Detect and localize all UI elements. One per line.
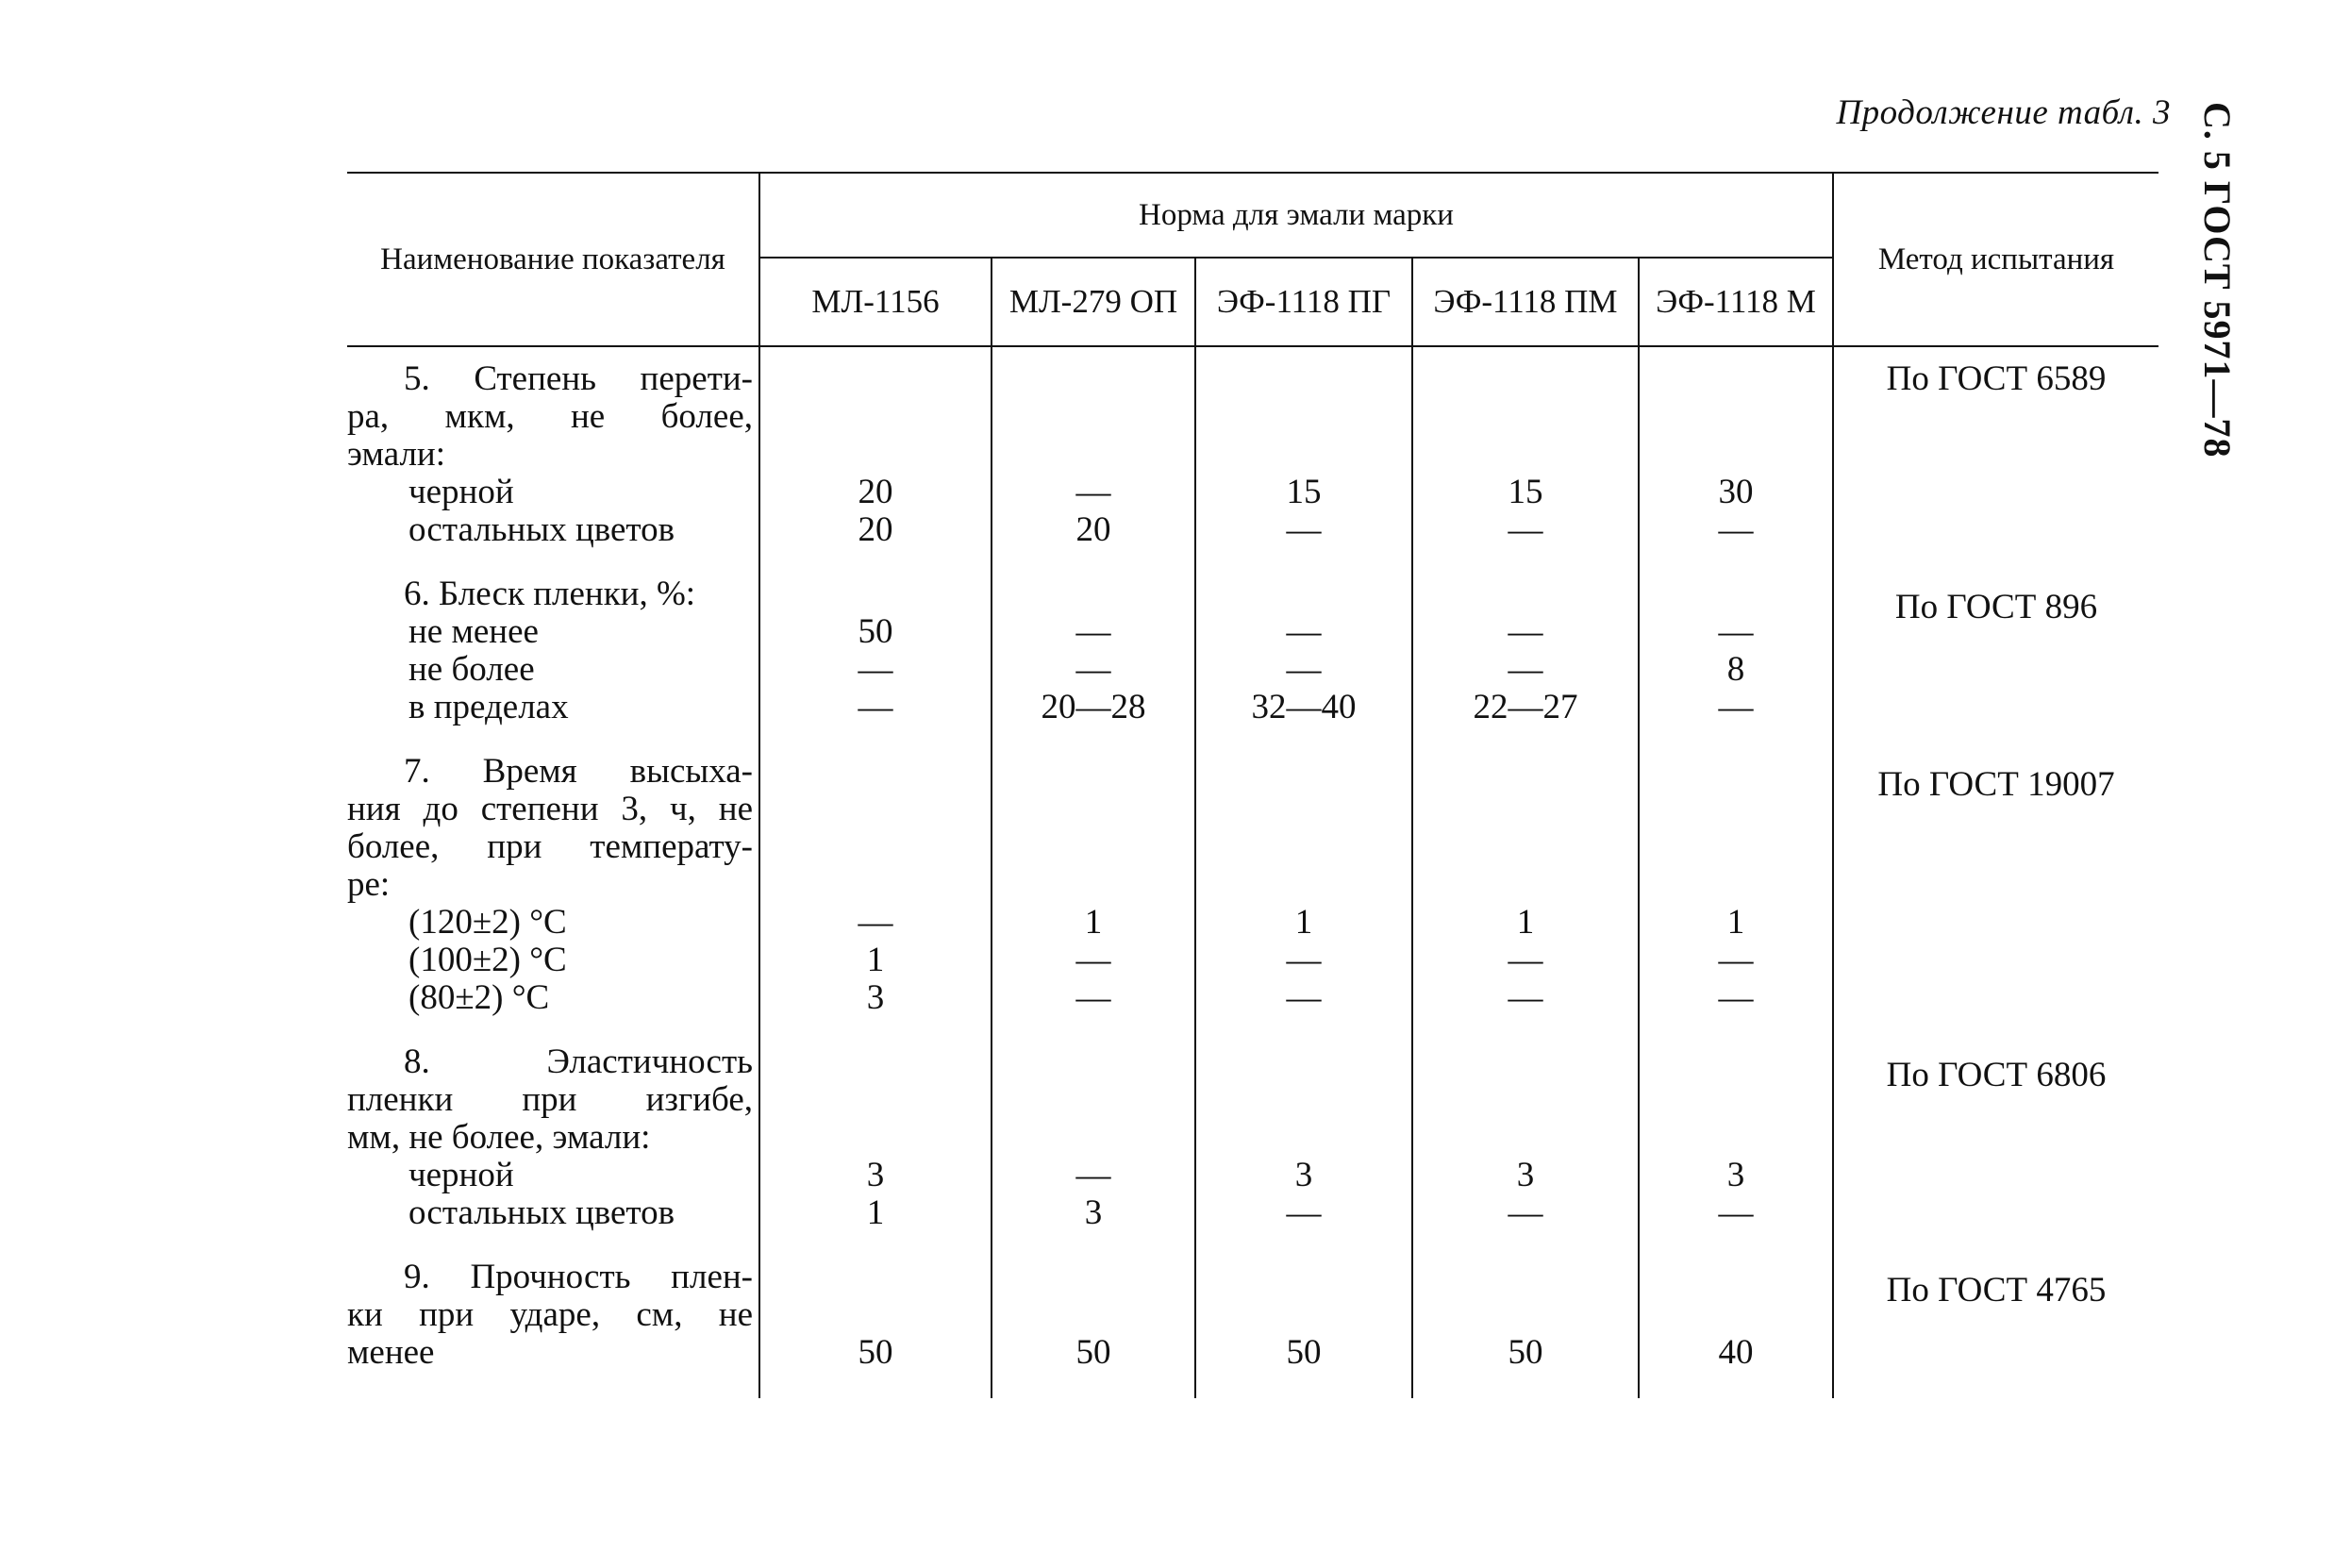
value-text: 20 bbox=[858, 510, 893, 549]
value-text: 20—28 bbox=[1041, 688, 1146, 726]
value-cell bbox=[759, 1259, 992, 1398]
value-text: 3 bbox=[866, 978, 885, 1017]
value-spacer bbox=[992, 1296, 1194, 1334]
value-spacer bbox=[1413, 360, 1638, 398]
indicator-title-line: пленки при изгибе, bbox=[347, 1080, 753, 1119]
value-text: 40 bbox=[1718, 1333, 1754, 1372]
test-method-cell: По ГОСТ 19007 bbox=[1877, 765, 2115, 804]
value-cell bbox=[992, 753, 1195, 1043]
table-row bbox=[347, 346, 2158, 575]
value-text: 3 bbox=[1516, 1156, 1535, 1194]
value-cell bbox=[1639, 575, 1833, 753]
value-cell bbox=[1639, 753, 1833, 1043]
value-text: 1 bbox=[1084, 903, 1103, 942]
indicator-subitem: (120±2) °С bbox=[408, 903, 567, 942]
test-method-cell: По ГОСТ 6806 bbox=[1886, 1056, 2107, 1094]
indicator-title-line: 9. Прочность плен- bbox=[404, 1258, 753, 1296]
value-text: — bbox=[1286, 941, 1322, 979]
header-brand-ml-279-op: МЛ-279 ОП bbox=[992, 258, 1195, 346]
indicator-title-line: 5. Степень перети- bbox=[404, 359, 753, 398]
indicator-title-line: 7. Время высыха- bbox=[404, 752, 753, 791]
indicator-title-line: мм, не более, эмали: bbox=[347, 1118, 651, 1157]
header-brand-ml-1156: МЛ-1156 bbox=[759, 258, 992, 346]
value-spacer bbox=[1196, 398, 1411, 436]
table-row bbox=[347, 1259, 2158, 1398]
value-cell bbox=[759, 575, 992, 753]
header-brand-ef-1118-pm: ЭФ-1118 ПМ bbox=[1412, 258, 1639, 346]
value-text: 50 bbox=[1508, 1333, 1543, 1372]
value-spacer bbox=[760, 791, 991, 828]
value-spacer bbox=[1640, 828, 1832, 866]
value-text: — bbox=[1508, 941, 1543, 979]
indicator-name-cell bbox=[347, 1043, 759, 1259]
value-text: — bbox=[1286, 510, 1322, 549]
value-spacer bbox=[1640, 866, 1832, 904]
value-cell bbox=[1195, 753, 1412, 1043]
header-test-method: Метод испытания bbox=[1833, 173, 2158, 346]
page-header-vertical bbox=[2198, 102, 2240, 460]
value-text: — bbox=[1286, 978, 1322, 1017]
value-spacer bbox=[760, 398, 991, 436]
value-text: — bbox=[1508, 650, 1543, 689]
value-cell bbox=[992, 346, 1195, 575]
test-method-cell: По ГОСТ 4765 bbox=[1886, 1271, 2107, 1309]
value-spacer bbox=[760, 1296, 991, 1334]
value-spacer bbox=[1196, 436, 1411, 474]
value-spacer bbox=[1413, 753, 1638, 791]
indicator-subitem: в пределах bbox=[408, 688, 569, 726]
value-spacer bbox=[992, 1043, 1194, 1081]
table-row bbox=[347, 1043, 2158, 1259]
value-text: — bbox=[1718, 688, 1754, 726]
value-spacer bbox=[1413, 1119, 1638, 1157]
value-text: 32—40 bbox=[1251, 688, 1357, 726]
value-text: 22—27 bbox=[1473, 688, 1578, 726]
value-text: — bbox=[1508, 1193, 1543, 1232]
value-cell bbox=[1195, 575, 1412, 753]
indicator-name-cell bbox=[347, 346, 759, 575]
value-text: 8 bbox=[1726, 650, 1745, 689]
value-spacer bbox=[760, 360, 991, 398]
value-cell bbox=[1412, 1043, 1639, 1259]
value-spacer bbox=[1196, 791, 1411, 828]
value-spacer bbox=[760, 436, 991, 474]
value-spacer bbox=[1196, 828, 1411, 866]
value-text: 3 bbox=[866, 1156, 885, 1194]
indicator-subitem: не менее bbox=[408, 612, 539, 651]
value-text: 50 bbox=[858, 1333, 893, 1372]
value-text: — bbox=[1075, 941, 1111, 979]
value-spacer bbox=[1640, 791, 1832, 828]
value-text: — bbox=[1508, 978, 1543, 1017]
value-spacer bbox=[760, 1259, 991, 1296]
indicator-title-line: эмали: bbox=[347, 435, 446, 474]
value-cell bbox=[1412, 346, 1639, 575]
value-text: — bbox=[858, 903, 893, 942]
indicator-title-line: ки при ударе, см, не bbox=[347, 1295, 753, 1334]
value-spacer bbox=[1640, 753, 1832, 791]
value-text: — bbox=[1075, 1156, 1111, 1194]
value-spacer bbox=[760, 753, 991, 791]
value-spacer bbox=[1640, 1119, 1832, 1157]
table-continuation-caption: Продолжение табл. 3 bbox=[1836, 93, 2171, 132]
value-spacer bbox=[992, 1081, 1194, 1119]
indicator-title-line: 6. Блеск пленки, %: bbox=[404, 575, 696, 613]
value-spacer bbox=[992, 791, 1194, 828]
value-text: 50 bbox=[1286, 1333, 1322, 1372]
value-text: 15 bbox=[1286, 473, 1322, 511]
value-cell bbox=[1195, 1043, 1412, 1259]
value-spacer bbox=[760, 828, 991, 866]
value-text: — bbox=[1075, 978, 1111, 1017]
value-spacer bbox=[760, 1119, 991, 1157]
value-text: — bbox=[858, 688, 893, 726]
value-text: 3 bbox=[1294, 1156, 1313, 1194]
value-spacer bbox=[1413, 1081, 1638, 1119]
value-cell bbox=[992, 1043, 1195, 1259]
value-cell bbox=[1412, 1259, 1639, 1398]
value-spacer bbox=[1413, 1043, 1638, 1081]
header-indicator-name: Наименование показателя bbox=[347, 173, 759, 346]
value-text: — bbox=[1075, 612, 1111, 651]
value-spacer bbox=[1196, 360, 1411, 398]
value-text: 3 bbox=[1726, 1156, 1745, 1194]
value-spacer bbox=[760, 575, 991, 613]
value-spacer bbox=[1196, 753, 1411, 791]
test-method-cell: По ГОСТ 6589 bbox=[1886, 359, 2107, 398]
indicator-subitem: остальных цветов bbox=[408, 1193, 675, 1232]
value-cell bbox=[1195, 346, 1412, 575]
value-text: 20 bbox=[1075, 510, 1111, 549]
value-cell bbox=[992, 1259, 1195, 1398]
value-cell bbox=[992, 575, 1195, 753]
indicator-subitem: (80±2) °С bbox=[408, 978, 550, 1017]
value-cell bbox=[759, 753, 992, 1043]
value-text: — bbox=[1718, 612, 1754, 651]
indicator-subitem: не более bbox=[408, 650, 535, 689]
value-spacer bbox=[1196, 866, 1411, 904]
value-cell bbox=[759, 1043, 992, 1259]
value-spacer bbox=[1640, 360, 1832, 398]
value-spacer bbox=[992, 1119, 1194, 1157]
value-cell bbox=[1639, 1259, 1833, 1398]
value-text: 20 bbox=[858, 473, 893, 511]
value-cell bbox=[759, 346, 992, 575]
indicator-title-line: ре: bbox=[347, 865, 391, 904]
value-spacer bbox=[1640, 398, 1832, 436]
value-spacer bbox=[1413, 575, 1638, 613]
value-text: — bbox=[1718, 941, 1754, 979]
indicator-subitem: остальных цветов bbox=[408, 510, 675, 549]
indicator-title-line: ния до степени 3, ч, не bbox=[347, 790, 753, 828]
value-spacer bbox=[1196, 1296, 1411, 1334]
value-spacer bbox=[992, 436, 1194, 474]
value-spacer bbox=[1640, 1081, 1832, 1119]
value-spacer bbox=[1413, 1296, 1638, 1334]
value-spacer bbox=[1413, 866, 1638, 904]
header-brand-ef-1118-m: ЭФ-1118 М bbox=[1639, 258, 1833, 346]
table-row bbox=[347, 575, 2158, 753]
indicator-name-cell bbox=[347, 1259, 759, 1398]
value-spacer bbox=[992, 828, 1194, 866]
test-method-cell: По ГОСТ 896 bbox=[1894, 588, 2098, 626]
value-spacer bbox=[1413, 1259, 1638, 1296]
value-text: — bbox=[1718, 1193, 1754, 1232]
value-text: 15 bbox=[1508, 473, 1543, 511]
value-cell bbox=[1639, 346, 1833, 575]
value-spacer bbox=[1640, 436, 1832, 474]
value-spacer bbox=[760, 1043, 991, 1081]
indicator-name-cell bbox=[347, 753, 759, 1043]
value-spacer bbox=[992, 753, 1194, 791]
value-spacer bbox=[1413, 436, 1638, 474]
value-spacer bbox=[992, 398, 1194, 436]
value-spacer bbox=[1196, 1081, 1411, 1119]
value-spacer bbox=[1196, 1119, 1411, 1157]
indicator-subitem: (100±2) °С bbox=[408, 941, 567, 979]
value-spacer bbox=[1196, 1259, 1411, 1296]
table-body bbox=[347, 346, 2158, 1398]
value-spacer bbox=[992, 1259, 1194, 1296]
value-text: 1 bbox=[1516, 903, 1535, 942]
indicator-title-line: более, при температу- bbox=[347, 827, 753, 866]
value-text: — bbox=[1075, 473, 1111, 511]
value-text: 1 bbox=[1726, 903, 1745, 942]
norms-table bbox=[347, 172, 2158, 1398]
value-text: 30 bbox=[1718, 473, 1754, 511]
value-spacer bbox=[992, 866, 1194, 904]
page-header-text: С. 5 ГОСТ 5971—78 bbox=[2196, 102, 2239, 459]
value-cell bbox=[1412, 753, 1639, 1043]
indicator-title-line: менее bbox=[347, 1333, 435, 1372]
value-spacer bbox=[1640, 1296, 1832, 1334]
value-text: 50 bbox=[1075, 1333, 1111, 1372]
value-spacer bbox=[1196, 1043, 1411, 1081]
value-text: 1 bbox=[1294, 903, 1313, 942]
value-spacer bbox=[1413, 828, 1638, 866]
value-text: 50 bbox=[858, 612, 893, 651]
value-text: — bbox=[1075, 650, 1111, 689]
value-spacer bbox=[1640, 1259, 1832, 1296]
value-text: — bbox=[1286, 1193, 1322, 1232]
value-spacer bbox=[760, 1081, 991, 1119]
value-text: — bbox=[1508, 612, 1543, 651]
value-text: 1 bbox=[866, 1193, 885, 1232]
value-text: 1 bbox=[866, 941, 885, 979]
value-spacer bbox=[1640, 1043, 1832, 1081]
value-spacer bbox=[1196, 575, 1411, 613]
value-cell bbox=[1639, 1043, 1833, 1259]
indicator-title-line: ра, мкм, не более, bbox=[347, 397, 753, 436]
value-text: — bbox=[1718, 510, 1754, 549]
value-spacer bbox=[1413, 791, 1638, 828]
header-norm-group: Норма для эмали марки bbox=[759, 173, 1833, 258]
header-brand-ef-1118-pg: ЭФ-1118 ПГ bbox=[1195, 258, 1412, 346]
value-text: — bbox=[1718, 978, 1754, 1017]
indicator-subitem: черной bbox=[408, 1156, 514, 1194]
value-text: — bbox=[858, 650, 893, 689]
value-text: 3 bbox=[1084, 1193, 1103, 1232]
table-row bbox=[347, 753, 2158, 1043]
value-spacer bbox=[1413, 398, 1638, 436]
indicator-title-line: 8. Эластичность bbox=[404, 1043, 753, 1081]
value-spacer bbox=[1640, 575, 1832, 613]
value-spacer bbox=[760, 866, 991, 904]
value-text: — bbox=[1508, 510, 1543, 549]
value-cell bbox=[1195, 1259, 1412, 1398]
value-spacer bbox=[992, 575, 1194, 613]
value-text: — bbox=[1286, 650, 1322, 689]
value-text: — bbox=[1286, 612, 1322, 651]
indicator-subitem: черной bbox=[408, 473, 514, 511]
value-spacer bbox=[992, 360, 1194, 398]
indicator-name-cell bbox=[347, 575, 759, 753]
value-cell bbox=[1412, 575, 1639, 753]
